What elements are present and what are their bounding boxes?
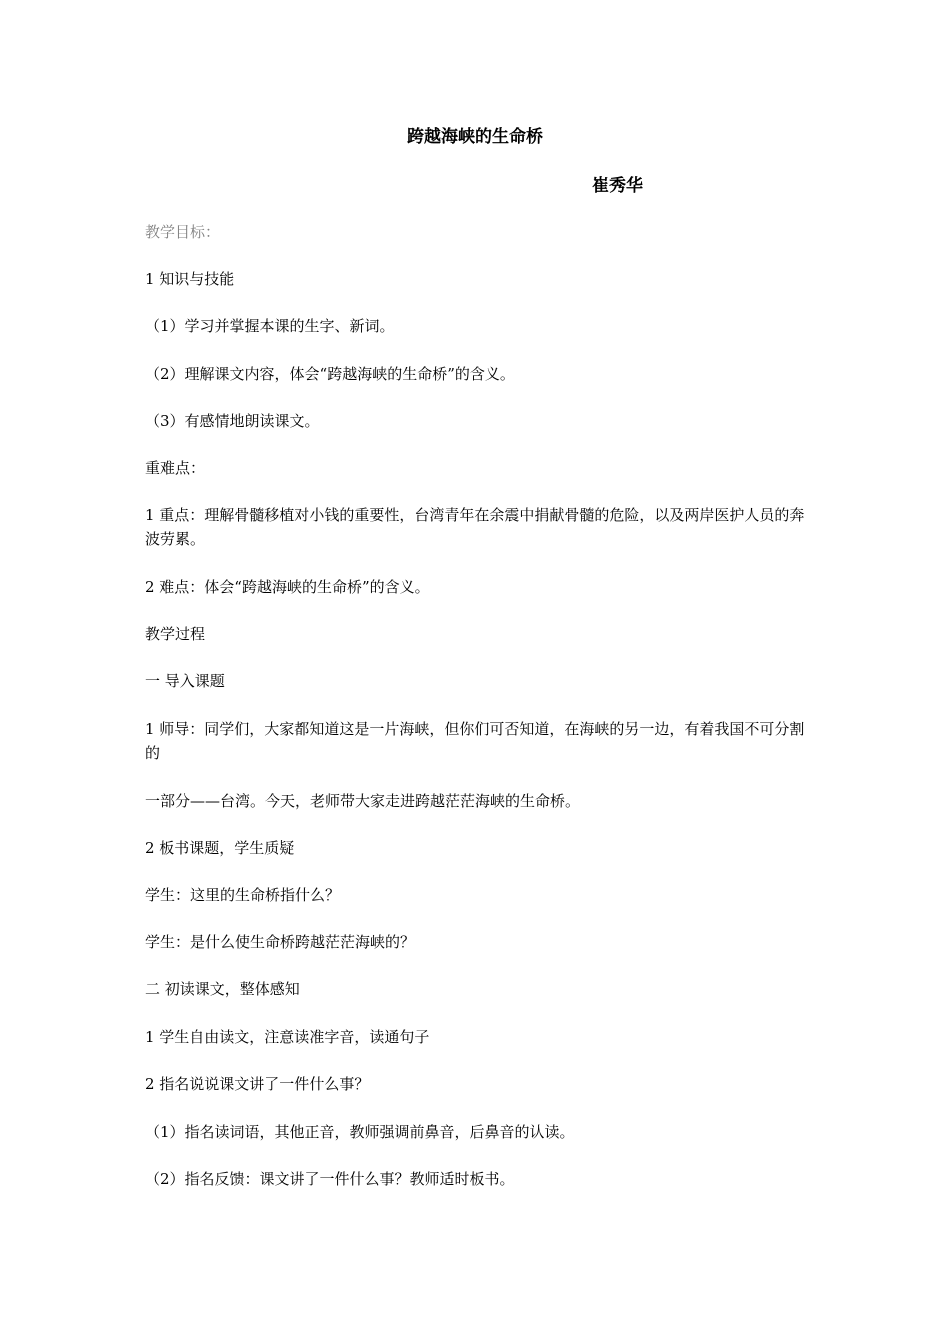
- heading-teaching-goals: 教学目标：: [145, 223, 221, 241]
- paragraph-word-reading: （1）指名读词语，其他正音，教师强调前鼻音，后鼻音的认读。: [145, 1123, 575, 1141]
- paragraph-difficult-point: 2 难点：体会“跨越海峡的生命桥”的含义。: [145, 578, 430, 596]
- heading-section-2: 二 初读课文，整体感知: [145, 980, 300, 998]
- paragraph-goal-3: （3）有感情地朗读课文。: [145, 412, 320, 430]
- paragraph-student-question-1: 学生：这里的生命桥指什么？: [145, 886, 341, 904]
- paragraph-goal-1: （1）学习并掌握本课的生字、新词。: [145, 317, 395, 335]
- document-title: 跨越海峡的生命桥: [407, 127, 543, 147]
- paragraph-teacher-intro-cont: 一部分——台湾。今天，老师带大家走进跨越茫茫海峡的生命桥。: [145, 792, 581, 810]
- heading-key-points: 重难点：: [145, 459, 206, 477]
- paragraph-goal-2: （2）理解课文内容，体会“跨越海峡的生命桥”的含义。: [145, 365, 515, 383]
- heading-teaching-process: 教学过程: [145, 625, 206, 643]
- paragraph-knowledge-skills: 1 知识与技能: [145, 270, 235, 288]
- paragraph-free-reading: 1 学生自由读文，注意读准字音，读通句子: [145, 1028, 430, 1046]
- paragraph-key-point: 1 重点：理解骨髓移植对小钱的重要性，台湾青年在余震中捐献骨髓的危险，以及两岸医护人员的奔波劳累。: [145, 506, 805, 548]
- paragraph-summary-question: 2 指名说说课文讲了一件什么事？: [145, 1075, 370, 1093]
- paragraph-student-question-2: 学生：是什么使生命桥跨越茫茫海峡的？: [145, 933, 416, 951]
- paragraph-board-title: 2 板书课题，学生质疑: [145, 839, 295, 857]
- heading-section-1: 一 导入课题: [145, 672, 225, 690]
- paragraph-feedback: （2）指名反馈：课文讲了一件什么事？教师适时板书。: [145, 1170, 515, 1188]
- paragraph-teacher-intro: 1 师导：同学们，大家都知道这是一片海峡，但你们可否知道，在海峡的另一边，有着我国不可分割的: [145, 720, 805, 762]
- document-author: 崔秀华: [592, 176, 643, 196]
